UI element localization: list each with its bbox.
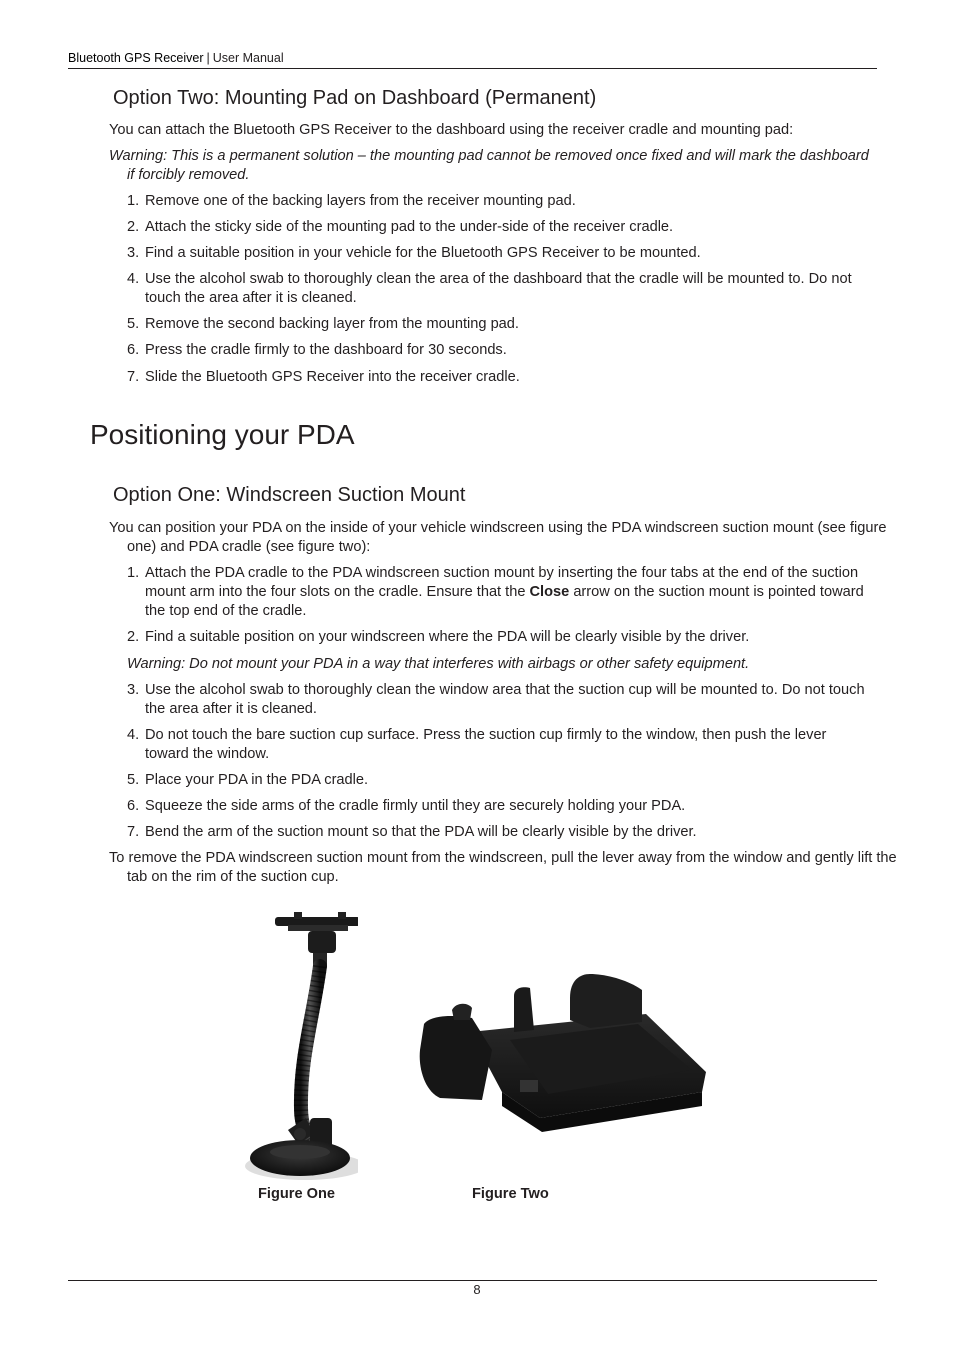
list-number: 2. [127,219,140,235]
list-item [127,628,867,647]
list-text: Bend the arm of the suction mount so that the PDA will be clearly visible by the driver. [145,824,697,840]
list-item [127,244,867,263]
list-item [127,823,867,842]
section1-warning: Warning: This is a permanent solution – the mounting pad cannot be removed once fixed and will mark the dashboard if forcibly removed. [109,148,869,183]
list-item [127,368,867,387]
section2-warning: Warning: Do not mount your PDA in a way that interferes with airbags or other safety equipment. [127,656,750,672]
list-number: 6. [127,798,140,814]
header-product: Bluetooth GPS Receiver [68,51,204,65]
list-number: 7. [127,369,140,385]
page-number: 8 [473,1282,481,1297]
list-number: 6. [127,342,140,358]
removal-instructions: To remove the PDA windscreen suction mount from the windscreen, pull the lever away from the window and gently lift the tab on the rim of the suction cup. [109,850,897,885]
list-number: 3. [127,682,140,698]
list-number: 4. [127,271,140,287]
list-number: 4. [127,727,140,743]
list-item [127,797,867,816]
footer-divider [68,1280,877,1281]
list-number: 1. [127,193,140,209]
list-text: Slide the Bluetooth GPS Receiver into the receiver cradle. [145,369,520,385]
section2-intro: You can position your PDA on the inside of your vehicle windscreen using the PDA windscreen suction mount (see figure one) and PDA cradle (see figure two): [109,520,887,555]
list-item [127,771,867,790]
list-number: 7. [127,824,140,840]
list-text: Use the alcohol swab to thoroughly clean the window area that the suction cup will be mounted to. Do not touch the area after it is cleaned. [145,682,865,717]
list-text-part: arrow on the suction mount is pointed toward the top end of the cradle. [145,584,864,619]
list-text [127,564,867,621]
figure-one-caption: Figure One [258,1186,336,1202]
section-heading-suction-mount: Option One: Windscreen Suction Mount [113,484,466,506]
list-text: Squeeze the side arms of the cradle firmly until they are securely holding your PDA. [145,798,686,814]
pda-cradle-figure [410,960,712,1146]
header-separator: | [206,51,210,65]
suction-mount-figure [228,908,358,1186]
list-item [127,192,867,211]
section1-intro: You can attach the Bluetooth GPS Receiver to the dashboard using the receiver cradle and mounting pad: [109,122,794,138]
list-item [127,218,867,237]
running-header [68,50,877,69]
list-number: 5. [127,316,140,332]
list-text-part: Attach the PDA cradle to the PDA windscreen suction mount by inserting the four tabs at the end of the suction mount arm into the four slots on the cradle. Ensure that the [145,565,859,600]
header-doc: User Manual [212,51,284,65]
list-number: 5. [127,772,140,788]
list-item [127,726,867,764]
list-text: Attach the sticky side of the mounting pad to the under-side of the receiver cradle. [145,219,674,235]
close-label: Close [529,584,570,600]
list-text: Use the alcohol swab to thoroughly clean the area of the dashboard that the cradle will be mounted to. Do not touch the area after it is cleaned. [145,271,852,306]
section-heading-mounting-pad: Option Two: Mounting Pad on Dashboard (Permanent) [113,87,597,109]
list-number: 3. [127,245,140,261]
figure-two-caption: Figure Two [472,1186,549,1202]
list-item [127,341,867,360]
list-item [127,270,867,308]
list-text: Find a suitable position in your vehicle for the Bluetooth GPS Receiver to be mounted. [145,245,701,261]
list-text: Place your PDA in the PDA cradle. [145,772,369,788]
list-number: 1. [127,565,140,581]
list-text: Remove the second backing layer from the mounting pad. [145,316,519,332]
list-number: 2. [127,629,140,645]
list-text: Press the cradle firmly to the dashboard for 30 seconds. [145,342,507,358]
list-text: Remove one of the backing layers from the receiver mounting pad. [145,193,576,209]
page-title: Positioning your PDA [90,419,355,450]
list-item [127,681,867,719]
list-item [127,564,867,621]
list-text: Find a suitable position on your windscreen where the PDA will be clearly visible by the driver. [145,629,750,645]
list-text: Do not touch the bare suction cup surface. Press the suction cup firmly to the window, then push the lever toward the window. [145,727,827,762]
list-item [127,315,867,334]
